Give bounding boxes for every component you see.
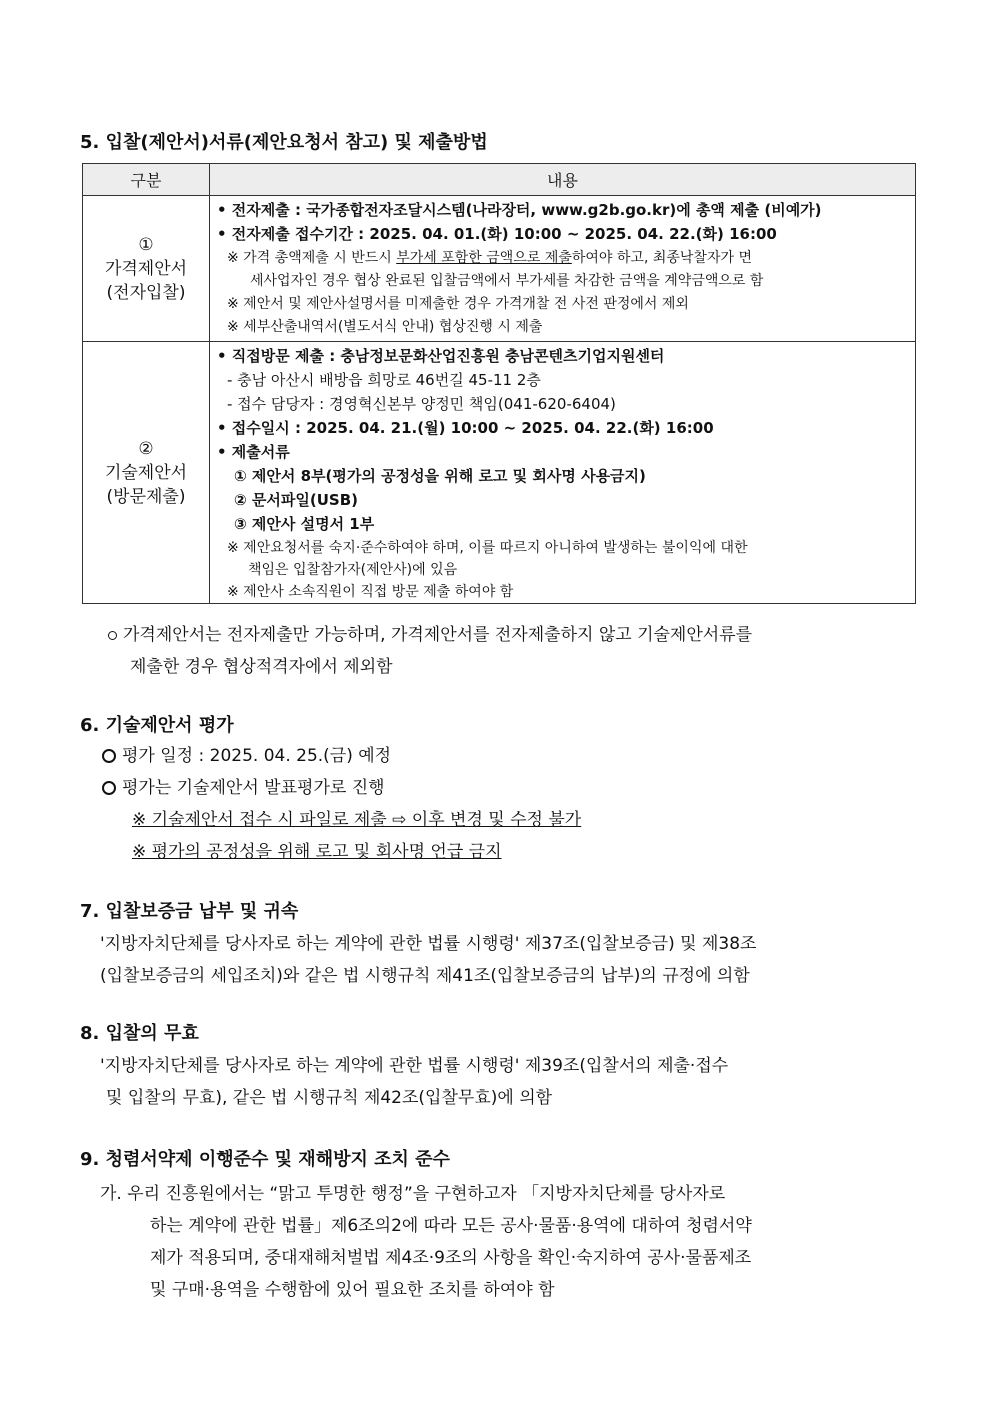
content-line: • 접수일시 : 2025. 04. 21.(월) 10:00 ~ 2025. 04. 22.(화) 16:00 bbox=[217, 419, 714, 437]
underlined-text: 부가세 포함한 금액으로 제출 bbox=[396, 250, 572, 266]
bullet-text: 평가는 기술제안서 발표평가로 진행 bbox=[122, 778, 385, 798]
content-line: ※ 제안요청서를 숙지·준수하여야 하며, 이를 따르지 아니하여 발생하는 불이익에 대한 bbox=[227, 540, 748, 556]
content-line bbox=[227, 247, 752, 267]
section-6-heading: 6. 기술제안서 평가 bbox=[80, 715, 234, 736]
paragraph-line: '지방자치단체를 당사자로 하는 계약에 관한 법률 시행령' 제39조(입찰서의 제출·접수 bbox=[100, 1056, 729, 1076]
content-line: ① 제안서 8부(평가의 공정성을 위해 로고 및 회사명 사용금지) bbox=[234, 467, 646, 485]
content-line: • 전자제출 접수기간 : 2025. 04. 01.(화) 10:00 ~ 2025. 04. 22.(화) 16:00 bbox=[217, 225, 777, 243]
paragraph-line: 및 입찰의 무효), 같은 법 시행규칙 제42조(입찰무효)에 의함 bbox=[106, 1088, 553, 1108]
content-line: 세사업자인 경우 협상 완료된 입찰금액에서 부가세를 차감한 금액을 계약금액으로 함 bbox=[250, 273, 764, 289]
content-line: • 전자제출 : 국가종합전자조달시스템(나라장터, www.g2b.go.kr)에 총액 제출 (비예가) bbox=[217, 201, 822, 219]
circle-bullet-icon bbox=[102, 749, 116, 763]
bullet-item bbox=[102, 773, 385, 798]
emphasis-note: ※ 평가의 공정성을 위해 로고 및 회사명 언급 금지 bbox=[132, 842, 502, 862]
col-header-content: 내용 bbox=[210, 164, 916, 196]
row-label-line2: (방문제출) bbox=[106, 486, 186, 507]
submission-table bbox=[82, 163, 916, 604]
content-line: ※ 제안사 소속직원이 직접 방문 제출 하여야 함 bbox=[227, 584, 514, 600]
content-line: • 직접방문 제출 : 충남정보문화산업진흥원 충남콘텐츠기업지원센터 bbox=[217, 347, 665, 365]
content-line: ③ 제안사 설명서 1부 bbox=[234, 515, 375, 533]
paragraph-line: 및 구매·용역을 수행함에 있어 필요한 조치를 하여야 함 bbox=[150, 1280, 555, 1300]
content-line: - 접수 담당자 : 경영혁신본부 양정민 책임(041-620-6404) bbox=[227, 395, 616, 413]
note-text: 가격제안서는 전자제출만 가능하며, 가격제안서를 전자제출하지 않고 기술제안서류를 bbox=[123, 625, 753, 645]
paragraph-line: (입찰보증금의 세입조치)와 같은 법 시행규칙 제41조(입찰보증금의 납부)의 규정에 의함 bbox=[100, 966, 750, 986]
row-content-technical bbox=[210, 342, 916, 604]
row-label-line1: 가격제안서 bbox=[104, 258, 188, 279]
paragraph-line: 하는 계약에 관한 법률」제6조의2에 따라 모든 공사·물품·용역에 대하여 청렴서약 bbox=[150, 1216, 752, 1236]
paragraph-line: '지방자치단체를 당사자로 하는 계약에 관한 법률 시행령' 제37조(입찰보증금) 및 제38조 bbox=[100, 934, 757, 954]
section-5-heading: 5. 입찰(제안서)서류(제안요청서 참고) 및 제출방법 bbox=[80, 132, 488, 153]
text-part: ※ 가격 총액제출 시 반드시 bbox=[227, 250, 397, 266]
content-line: ※ 세부산출내역서(별도서식 안내) 협상진행 시 제출 bbox=[227, 319, 543, 335]
paragraph-line: 제가 적용되며, 중대재해처벌법 제4조·9조의 사항을 확인·숙지하여 공사·물품제조 bbox=[150, 1248, 752, 1268]
content-line: • 제출서류 bbox=[217, 443, 290, 461]
row-label-price bbox=[83, 196, 210, 342]
table-row-technical bbox=[83, 342, 916, 604]
emphasis-note: ※ 기술제안서 접수 시 파일로 제출 ⇨ 이후 변경 및 수정 불가 bbox=[132, 810, 582, 830]
content-line: ② 문서파일(USB) bbox=[234, 491, 359, 509]
col-header-category: 구분 bbox=[83, 164, 210, 196]
row-label-technical bbox=[83, 342, 210, 604]
section-9-heading: 9. 청렴서약제 이행준수 및 재해방지 조치 준수 bbox=[80, 1149, 450, 1170]
bullet-item bbox=[102, 741, 391, 766]
circle-bullet-icon bbox=[102, 781, 116, 795]
text-part: 하여야 하고, 최종낙찰자가 면 bbox=[571, 250, 752, 266]
content-line: 책임은 입찰참가자(제안사)에 있음 bbox=[248, 562, 458, 578]
content-line: - 충남 아산시 배방읍 희망로 46번길 45-11 2층 bbox=[227, 371, 541, 389]
content-line: ※ 제안서 및 제안사설명서를 미제출한 경우 가격개찰 전 사전 판정에서 제외 bbox=[227, 296, 689, 312]
row-number: ② bbox=[138, 438, 154, 459]
table-header-row bbox=[83, 164, 916, 196]
section-8-heading: 8. 입찰의 무효 bbox=[80, 1023, 199, 1044]
note-line-2: 제출한 경우 협상적격자에서 제외함 bbox=[130, 657, 393, 677]
row-label-line2: (전자입찰) bbox=[106, 282, 186, 303]
row-label-line1: 기술제안서 bbox=[104, 462, 188, 483]
bullet-text: 평가 일정 : 2025. 04. 25.(금) 예정 bbox=[122, 746, 392, 766]
row-content-price bbox=[210, 196, 916, 342]
section-7-heading: 7. 입찰보증금 납부 및 귀속 bbox=[80, 901, 299, 922]
paragraph-line: 가. 우리 진흥원에서는 “맑고 투명한 행정”을 구현하고자 「지방자치단체를 당사자로 bbox=[100, 1184, 726, 1204]
note-line-1 bbox=[108, 620, 752, 645]
row-number: ① bbox=[138, 234, 154, 255]
table-row-price bbox=[83, 196, 916, 342]
circle-bullet-icon bbox=[108, 631, 117, 640]
